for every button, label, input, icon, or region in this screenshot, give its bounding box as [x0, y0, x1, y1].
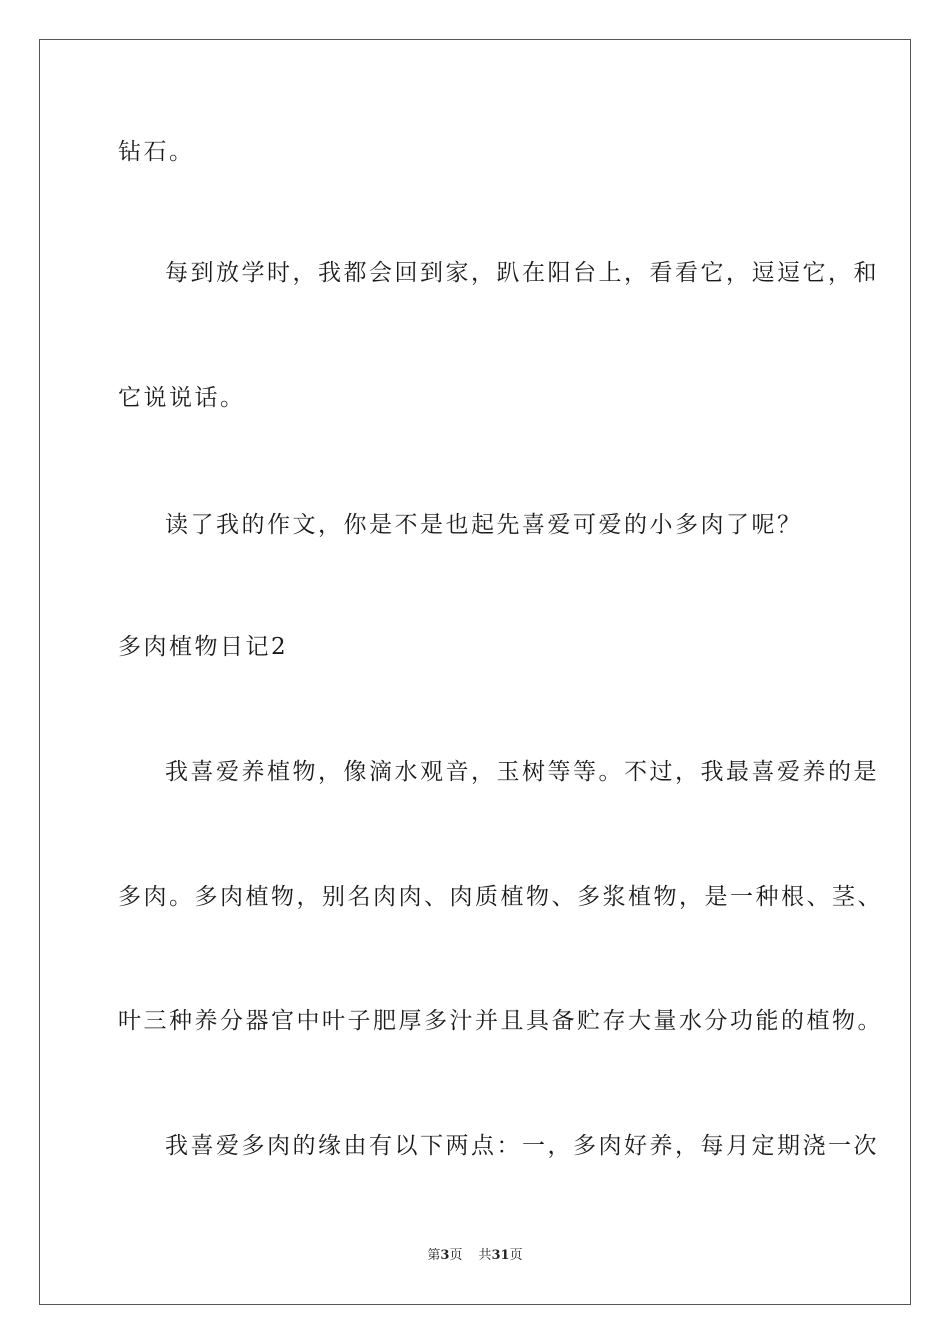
total-suffix: 页: [509, 1248, 523, 1263]
paragraph-line: 我喜爱多肉的缘由有以下两点：一，多肉好养，每月定期浇一次: [165, 1133, 879, 1159]
paragraph-line: 多肉。多肉植物，别名肉肉、肉质植物、多浆植物，是一种根、茎、: [118, 884, 883, 910]
current-page-number: 3: [440, 1248, 450, 1263]
paragraph-line: 钻石。: [118, 139, 195, 165]
page-prefix: 第: [427, 1248, 441, 1263]
paragraph-line: 叶三种养分器官中叶子肥厚多汁并且具备贮存大量水分功能的植物。: [118, 1008, 883, 1034]
page-footer: [0, 1247, 950, 1265]
total-pages-number: 31: [491, 1248, 510, 1263]
page-suffix: 页: [449, 1248, 463, 1263]
paragraph-line: 它说说话。: [118, 385, 246, 411]
total-prefix: 共: [478, 1248, 492, 1263]
section-heading: 多肉植物日记2: [118, 634, 289, 660]
paragraph-line: 我喜爱养植物，像滴水观音，玉树等等。不过，我最喜爱养的是: [165, 759, 879, 785]
paragraph-line: 读了我的作文，你是不是也起先喜爱可爱的小多肉了呢？: [165, 512, 803, 538]
page-border: [39, 39, 911, 1305]
paragraph-line: 每到放学时，我都会回到家，趴在阳台上，看看它，逗逗它，和: [165, 260, 879, 286]
